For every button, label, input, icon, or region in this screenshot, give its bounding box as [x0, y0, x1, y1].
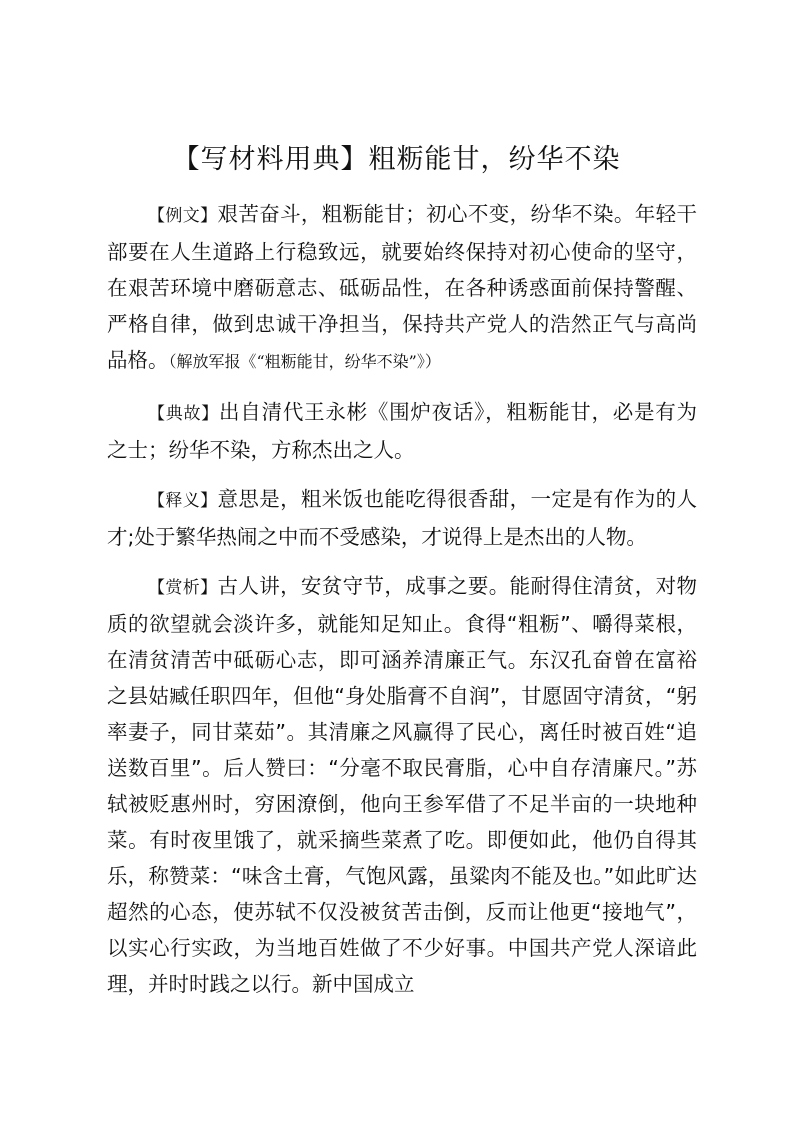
- allusion-text: 出自清代王永彬《围炉夜话》，粗粝能甘，必是有为之士；纷华不染，方称杰出之人。: [107, 400, 698, 462]
- example-text: 艰苦奋斗，粗粝能甘；初心不变，纷华不染。年轻干部要在人生道路上行稳致远，就要始终保持对初心使命的坚守，在艰苦环境中磨砺意志、砥砺品性，在各种诱惑面前保持警醒、严格自律，做到忠诚干净担当，保持共产党人的浩然正气与高尚品格。: [107, 202, 698, 372]
- appreciation-tag: 【赏析】: [148, 578, 218, 598]
- allusion-tag: 【典故】: [148, 404, 220, 424]
- meaning-text: 意思是，粗米饭也能吃得很香甜，一定是有作为的人才;处于繁华热闹之中而不受感染，才说得上是杰出的人物。: [107, 487, 698, 549]
- document-title: 【写材料用典】粗粝能甘，纷华不染: [172, 144, 621, 175]
- allusion-paragraph: [107, 394, 697, 468]
- appreciation-section: [107, 568, 697, 1002]
- example-source: （解放军报《“粗粝能甘，纷华不染”》）: [168, 352, 441, 371]
- meaning-section: [107, 481, 697, 555]
- appreciation-paragraph: [107, 568, 697, 1002]
- example-section: [107, 196, 697, 380]
- allusion-section: [107, 394, 697, 468]
- example-paragraph: [107, 196, 697, 380]
- meaning-tag: 【释义】: [148, 491, 218, 511]
- example-tag: 【例文】: [148, 206, 218, 226]
- appreciation-text: 古人讲，安贫守节，成事之要。能耐得住清贫，对物质的欲望就会淡许多，就能知足知止。食得“粗粝”、嚼得菜根，在清贫清苦中砥砺心志，即可涵养清廉正气。东汉孔奋曾在富裕之县姑臧任职四年，但他“身处脂膏不自润”，甘愿固守清贫，“躬率妻子，同甘菜茹”。其清廉之风赢得了民心，离任时被百姓“追送数百里”。后人赞曰：“分毫不取民膏脂，心中自存清廉尺。”苏轼被贬惠州时，穷困潦倒，他向王参军借了不足半亩的一块地种菜。有时夜里饿了，就采摘些菜煮了吃。即便如此，他仍自得其乐，称赞菜：“味含土膏，气饱风露，虽粱肉不能及也。”如此旷达超然的心态，使苏轼不仅没被贫苦击倒，反而让他更“接地气”，以实心行实政，为当地百姓做了不少好事。中国共产党人深谙此理，并时时践之以行。新中国成立: [107, 574, 698, 996]
- meaning-paragraph: [107, 481, 697, 555]
